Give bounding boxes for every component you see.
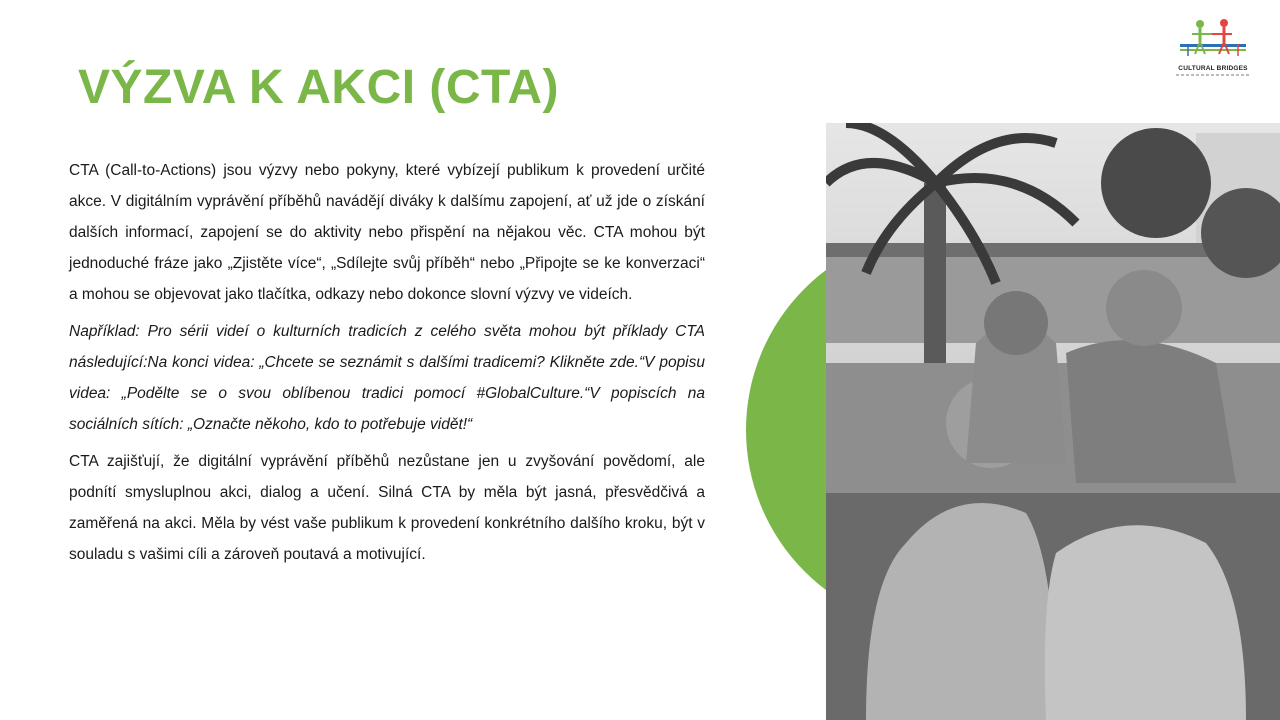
group-photo <box>826 123 1280 720</box>
logo-text: CULTURAL BRIDGES <box>1178 65 1248 72</box>
logo-tagline <box>1176 74 1250 76</box>
bridge-logo-icon <box>1172 16 1254 66</box>
paragraph-intro: CTA (Call-to-Actions) jsou výzvy nebo pokyny, které vybízejí publikum k provedení určité akce. V digitálním vyprávění příběhů navádějí diváky k dalšímu zapojení, ať už jde o získání dalších informací, zapojení se do aktivity nebo přispění na nějakou věc. CTA mohou být jednoduché fráze jako „Zjistěte více“, „Sdílejte svůj příběh“ nebo „Připojte se ke konverzaci“ a mohou se objevovat jako tlačítka, odkazy nebo dokonce slovní výzvy ve videích. <box>69 162 705 303</box>
slide-title: VÝZVA K AKCI (CTA) <box>78 61 559 114</box>
paragraph-conclusion: CTA zajišťují, že digitální vyprávění příběhů nezůstane jen u zvyšování povědomí, ale podnítí smysluplnou akci, dialog a učení. Silná CTA by měla být jasná, přesvědčivá a zaměřená na akci. Měla by vést vaše publikum k provedení konkrétního dalšího kroku, být v souladu s vašimi cíli a zároveň poutavá a motivující. <box>69 453 705 563</box>
group-photo-icon <box>826 123 1280 720</box>
cultural-bridges-logo <box>1172 16 1254 80</box>
paragraph-example: Například: Pro sérii videí o kulturních tradicích z celého světa mohou být příklady CTA následující:Na konci videa: „Chcete se seznámit s dalšími tradicemi? Klikněte zde.“V popisu videa: „Podělte se o svou oblíbenou tradici pomocí #GlobalCulture.“V popiscích na sociálních sítích: „Označte někoho, kdo to potřebuje vidět!“ <box>69 323 705 433</box>
body-text <box>69 155 705 576</box>
